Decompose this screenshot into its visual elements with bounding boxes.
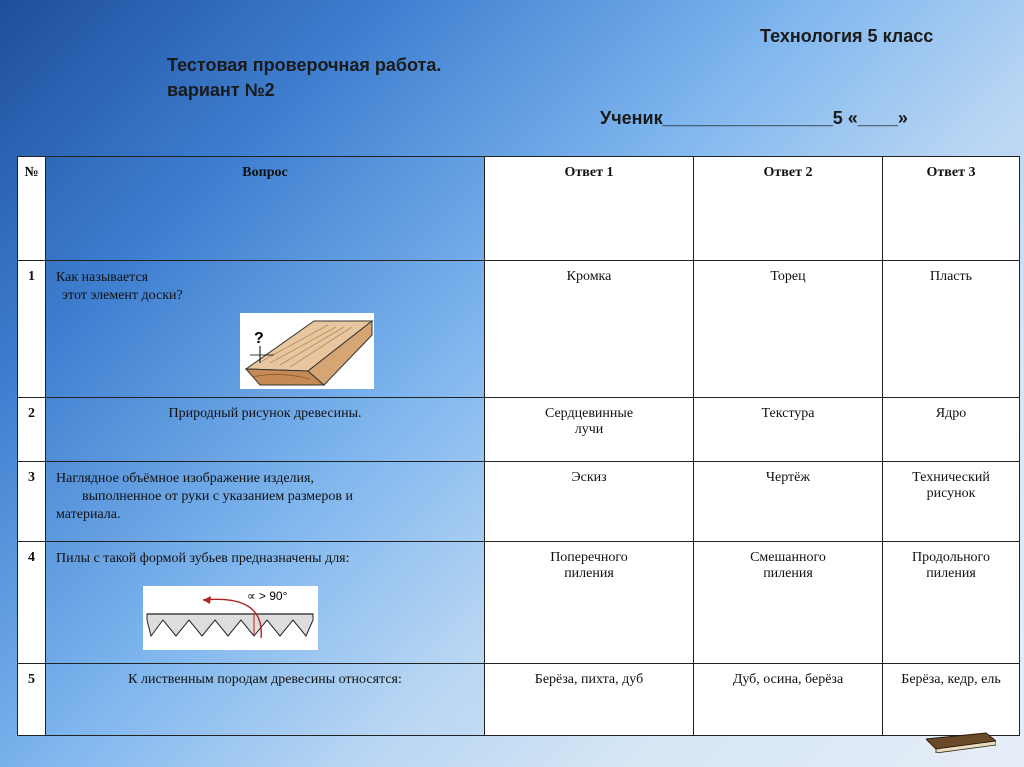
- header-answer1: Ответ 1: [485, 157, 694, 261]
- answer1-cell: Кромка: [485, 261, 694, 398]
- row-number: 2: [18, 398, 46, 462]
- student-line: Ученик_________________5 «____»: [600, 108, 908, 128]
- row-number: 3: [18, 462, 46, 542]
- answer2-cell: [694, 542, 883, 664]
- answer2-cell: Дуб, осина, берёза: [694, 664, 883, 736]
- answer-text: Поперечного: [550, 550, 628, 565]
- answer-text: Продольного: [912, 550, 990, 565]
- row-number: 1: [18, 261, 46, 398]
- question-text: Природный рисунок древесины.: [168, 406, 362, 421]
- answer-text: пиления: [564, 566, 614, 581]
- header-answer3: Ответ 3: [883, 157, 1020, 261]
- board-question-label: ?: [254, 330, 264, 347]
- answer-text: Технический: [912, 470, 990, 485]
- subject-heading: Технология 5 класс: [760, 26, 934, 46]
- table-header-row: [18, 157, 1020, 261]
- header-answer2: Ответ 2: [694, 157, 883, 261]
- table-row: [18, 261, 1020, 398]
- table-row: [18, 664, 1020, 736]
- saw-angle-label: ∝ > 90°: [247, 589, 288, 603]
- question-cell: [46, 261, 485, 398]
- saw-teeth-image: [143, 586, 318, 650]
- answer2-cell: Чертёж: [694, 462, 883, 542]
- answer1-cell: [485, 542, 694, 664]
- header-question: Вопрос: [46, 157, 485, 261]
- header-num: №: [18, 157, 46, 261]
- answer3-cell: [883, 542, 1020, 664]
- row-number: 4: [18, 542, 46, 664]
- answer1-cell: [485, 398, 694, 462]
- answer1-cell: Берёза, пихта, дуб: [485, 664, 694, 736]
- answer2-cell: Текстура: [694, 398, 883, 462]
- question-cell: [46, 664, 485, 736]
- question-cell: [46, 542, 485, 664]
- question-cell: [46, 462, 485, 542]
- answer3-cell: Пласть: [883, 261, 1020, 398]
- question-text: Как называется: [56, 270, 149, 285]
- question-text: выполненное от руки с указанием размеров и: [82, 489, 353, 504]
- answer-text: пиления: [763, 566, 813, 581]
- table-row: [18, 462, 1020, 542]
- question-text: Наглядное объёмное изображение изделия,: [56, 471, 314, 486]
- question-cell: [46, 398, 485, 462]
- answer2-cell: Торец: [694, 261, 883, 398]
- answer-text: Сердцевинные: [544, 406, 634, 421]
- question-text: этот элемент доски?: [62, 288, 183, 303]
- test-table: [17, 156, 1020, 736]
- variant-label: вариант №2: [167, 80, 275, 100]
- row-number: 5: [18, 664, 46, 736]
- board-image: [240, 313, 374, 389]
- question-text: К лиственным породам древесины относятся:: [128, 672, 402, 687]
- answer-text: пиления: [926, 566, 976, 581]
- table-row: [18, 398, 1020, 462]
- answer-text: лучи: [574, 422, 604, 437]
- question-text: материала.: [56, 507, 121, 522]
- table-row: [18, 542, 1020, 664]
- question-text: Пилы с такой формой зубьев предназначены для:: [56, 551, 350, 566]
- answer3-cell: [883, 462, 1020, 542]
- answer1-cell: Эскиз: [485, 462, 694, 542]
- book-decoration: [926, 731, 996, 753]
- answer3-cell: Ядро: [883, 398, 1020, 462]
- answer-text: Смешанного: [750, 550, 826, 565]
- answer3-cell: Берёза, кедр, ель: [883, 664, 1020, 736]
- test-title: Тестовая проверочная работа.: [167, 55, 442, 75]
- answer-text: рисунок: [926, 486, 976, 501]
